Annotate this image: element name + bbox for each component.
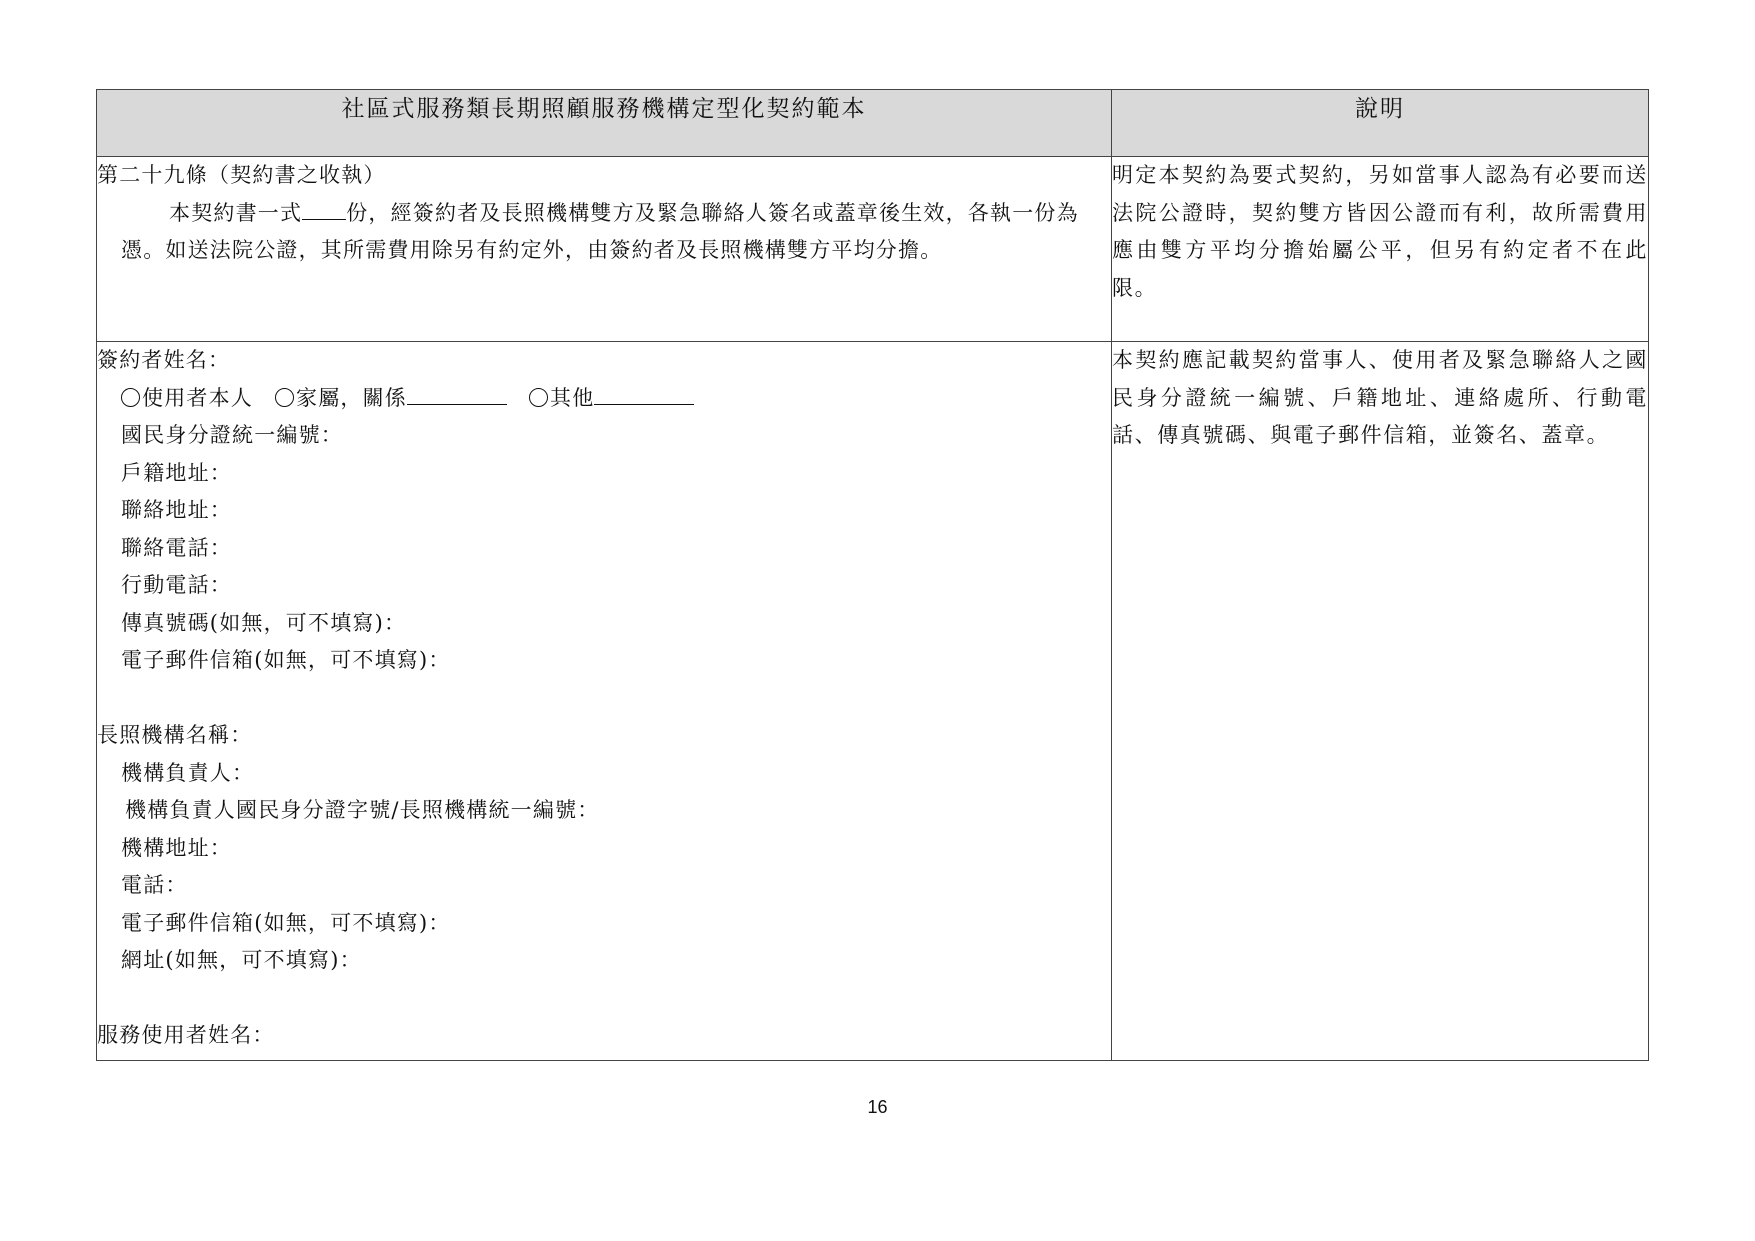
signer-phone-label: 聯絡電話： <box>121 535 232 560</box>
institution-id-label: 機構負責人國民身分證字號/長照機構統一編號： <box>125 798 600 822</box>
article-body-start: 本契約書一式 <box>169 200 303 225</box>
header-contract-title: 社區式服務類長期照顧服務機構定型化契約範本 <box>97 90 1112 157</box>
institution-address-label: 機構地址： <box>121 835 232 860</box>
institution-name-label: 長照機構名稱： <box>97 723 253 747</box>
signer-contact-address-label: 聯絡地址： <box>121 498 232 522</box>
other-blank[interactable] <box>594 382 694 405</box>
article-title: 第二十九條（契約書之收執） <box>97 163 386 187</box>
signer-name-label: 簽約者姓名： <box>97 348 231 372</box>
signer-household-address-label: 戶籍地址： <box>121 460 232 485</box>
article-29-cell <box>97 157 1112 342</box>
radio-other-icon[interactable] <box>529 388 548 407</box>
signer-fax-label: 傳真號碼(如無，可不填寫)： <box>121 610 407 635</box>
signer-id-label: 國民身分證統一編號： <box>121 423 343 447</box>
signature-cell <box>97 342 1112 1061</box>
institution-email-label: 電子郵件信箱(如無，可不填寫)： <box>121 910 451 935</box>
header-explanation: 說明 <box>1112 90 1649 157</box>
relationship-blank[interactable] <box>407 382 507 405</box>
signer-mobile-label: 行動電話： <box>121 573 232 597</box>
article-body <box>97 195 1111 270</box>
institution-phone-label: 電話： <box>121 873 188 897</box>
page-number: 16 <box>867 1097 888 1117</box>
option-family-label: 家屬，關係 <box>296 385 407 410</box>
spacer <box>97 680 1111 718</box>
article-body-rest: 份，經簽約者及長照機構雙方及緊急聯絡人簽名或蓋章後生效，各執一份為憑。如送法院公證，其所需費用除另有約定外，由簽約者及長照機構雙方平均分擔。 <box>121 200 1079 262</box>
institution-website-label: 網址(如無，可不填寫)： <box>121 948 362 972</box>
radio-family-icon[interactable] <box>275 388 294 407</box>
option-self-label: 使用者本人 <box>142 385 253 410</box>
signer-options <box>97 380 1111 418</box>
article-29-explanation: 明定本契約為要式契約，另如當事人認為有必要而送法院公證時，契約雙方皆因公證而有利，故所需費用應由雙方平均分擔始屬公平，但另有約定者不在此限。 <box>1112 157 1649 342</box>
contract-table <box>96 89 1649 1061</box>
institution-responsible-label: 機構負責人： <box>121 760 255 785</box>
signature-explanation: 本契約應記載契約當事人、使用者及緊急聯絡人之國民身分證統一編號、戶籍地址、連絡處所、行動電話、傳真號碼、與電子郵件信箱，並簽名、蓋章。 <box>1112 342 1649 1061</box>
user-name-label: 服務使用者姓名： <box>97 1023 275 1047</box>
signer-email-label: 電子郵件信箱(如無，可不填寫)： <box>121 648 451 672</box>
radio-self-icon[interactable] <box>121 388 140 407</box>
copies-blank[interactable] <box>302 197 346 220</box>
option-other-label: 其他 <box>550 385 595 410</box>
spacer <box>97 980 1111 1018</box>
